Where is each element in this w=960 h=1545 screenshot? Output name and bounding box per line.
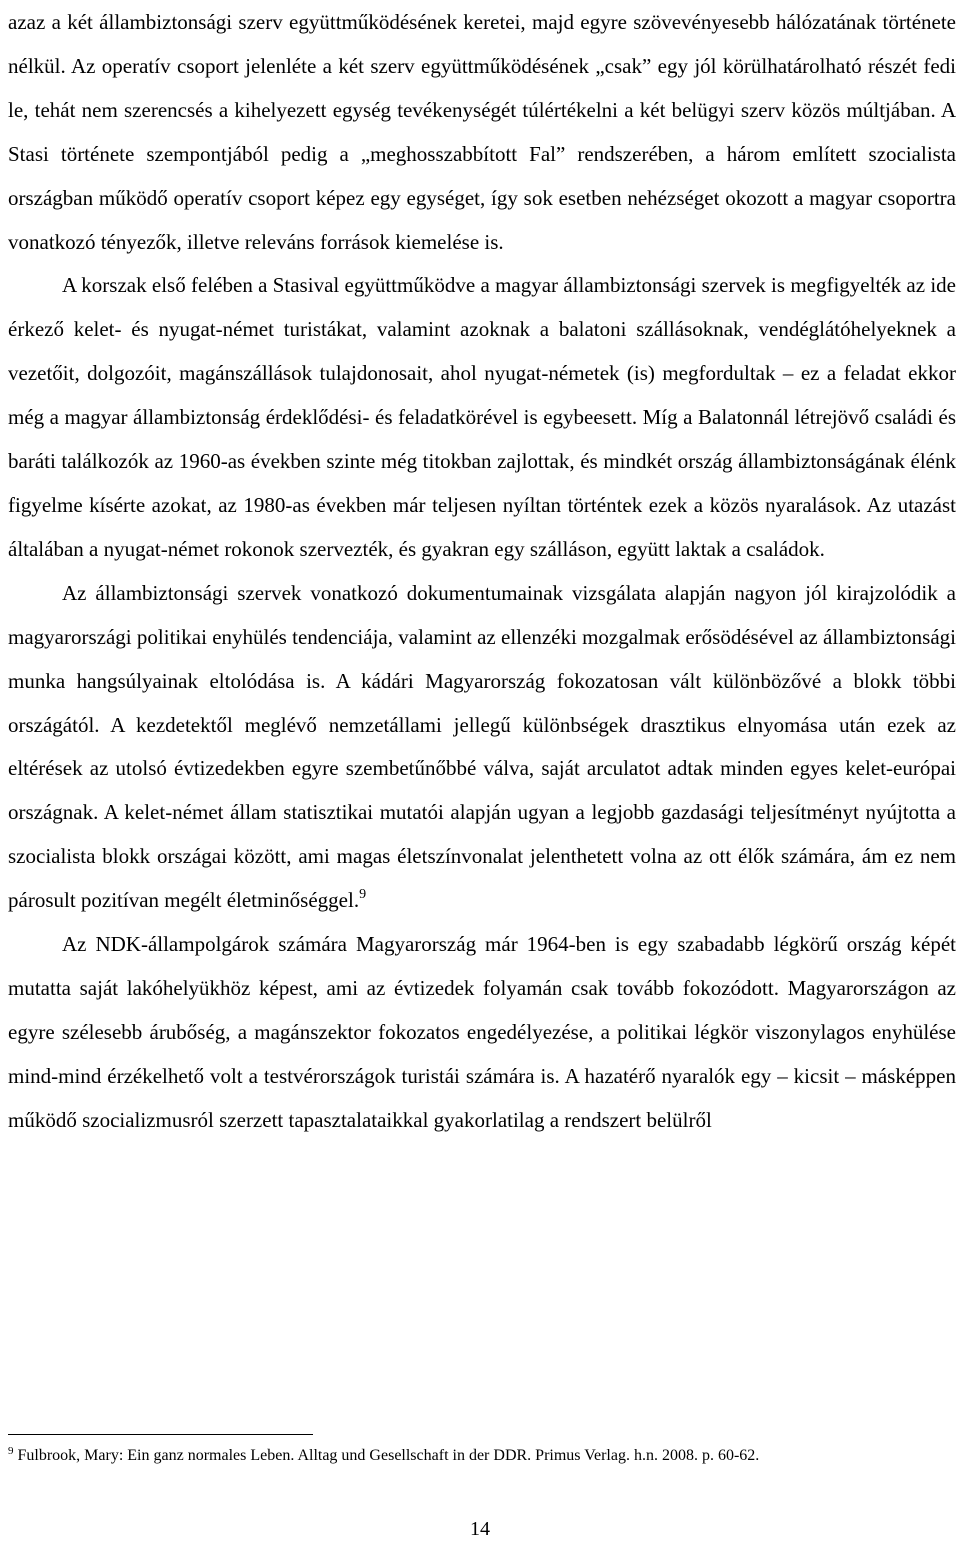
body-text <box>8 0 956 1143</box>
paragraph-4 <box>8 923 956 1143</box>
page-number: 14 <box>470 1518 490 1540</box>
footnote <box>8 1444 956 1468</box>
page <box>8 0 956 1143</box>
paragraph-1-text: azaz a két állambiztonsági szerv együttműködésének keretei, majd egyre szövevényesebb hálózatának története nélkül. Az operatív csoport jelenléte a két szerv együttműködésének „csak” egy jól körülhatárolható részét fedi le, tehát nem szerencsés a kihelyezett egység tevékenységét túlértékelni a két belügyi szerv közös múltjában. A Stasi története szempontjából pedig a „meghosszabbított Fal” rendszerében, a három említett szocialista országban működő operatív csoport képez egy egységet, így sok esetben nehézséget okozott a magyar csoportra vonatkozó tényezők, illetve releváns források kiemelése is. <box>8 10 956 254</box>
footnote-number: 9 <box>8 1445 14 1457</box>
paragraph-2-text: A korszak első felében a Stasival együttműködve a magyar állambiztonsági szervek is megfigyelték az ide érkező kelet- és nyugat-német turistákat, valamint azoknak a balatoni szállásoknak, vendéglátóhelyeknek a vezetőit, dolgozóit, magánszállások tulajdonosait, ahol nyugat-németek (is) megfordultak – ez a feladat ekkor még a magyar állambiztonság érdeklődési- és feladatkörével is egybeesett. Míg a Balatonnál létrejövő családi és baráti találkozók az 1960-as években szinte még titokban zajlottak, és mindkét ország állambiztonságának élénk figyelme kísérte azokat, az 1980-as években már teljesen nyíltan történtek ezek a közös nyaralások. Az utazást általában a nyugat-német rokonok szervezték, és gyakran egy szálláson, együtt laktak a családok. <box>8 273 956 561</box>
footnote-text: Fulbrook, Mary: Ein ganz normales Leben. Alltag und Gesellschaft in der DDR. Primus Verlag. h.n. 2008. p. 60-62. <box>17 1447 760 1464</box>
paragraph-1 <box>8 1 956 264</box>
paragraph-3-text: Az állambiztonsági szervek vonatkozó dokumentumainak vizsgálata alapján nagyon jól kirajzolódik a magyarországi politikai enyhülés tendenciája, valamint az ellenzéki mozgalmak erősödésével az állambiztonsági munka hangsúlyainak eltolódása is. A kádári Magyarország fokozatosan vált különbözővé a blokk többi országától. A kezdetektől meglévő nemzetállami jellegű különbségek drasztikus elnyomása után ezek az eltérések az utolsó évtizedekben egyre szembetűnőbbé válva, saját arculatot adtak minden egyes kelet-európai országnak. A kelet-német állam statisztikai mutatói alapján ugyan a legjobb gazdasági teljesítményt nyújtotta a szocialista blokk országai között, ami magas életszínvonalat jelenthetett volna az ott élők számára, ám ez nem párosult pozitívan megélt életminőséggel. <box>8 580 956 913</box>
footnote-divider <box>8 1434 313 1435</box>
paragraph-4-text: Az NDK-állampolgárok számára Magyarország már 1964-ben is egy szabadabb légkörű ország képét mutatta saját lakóhelyükhöz képest, ami az évtizedek folyamán csak tovább fokozódott. Magyarországon az egyre szélesebb árubőség, a magánszektor fokozatos engedélyezése, a politikai légkör viszonylagos enyhülése mind-mind érzékelhető volt a testvérországok turistái számára is. A hazatérő nyaralók egy – kicsit – másképpen működő szocializmusról szerzett tapasztalataikkal gyakorlatilag a rendszert belülről <box>8 932 956 1132</box>
paragraph-3 <box>8 572 956 923</box>
footnote-reference[interactable]: 9 <box>359 887 367 903</box>
paragraph-2 <box>8 264 956 571</box>
